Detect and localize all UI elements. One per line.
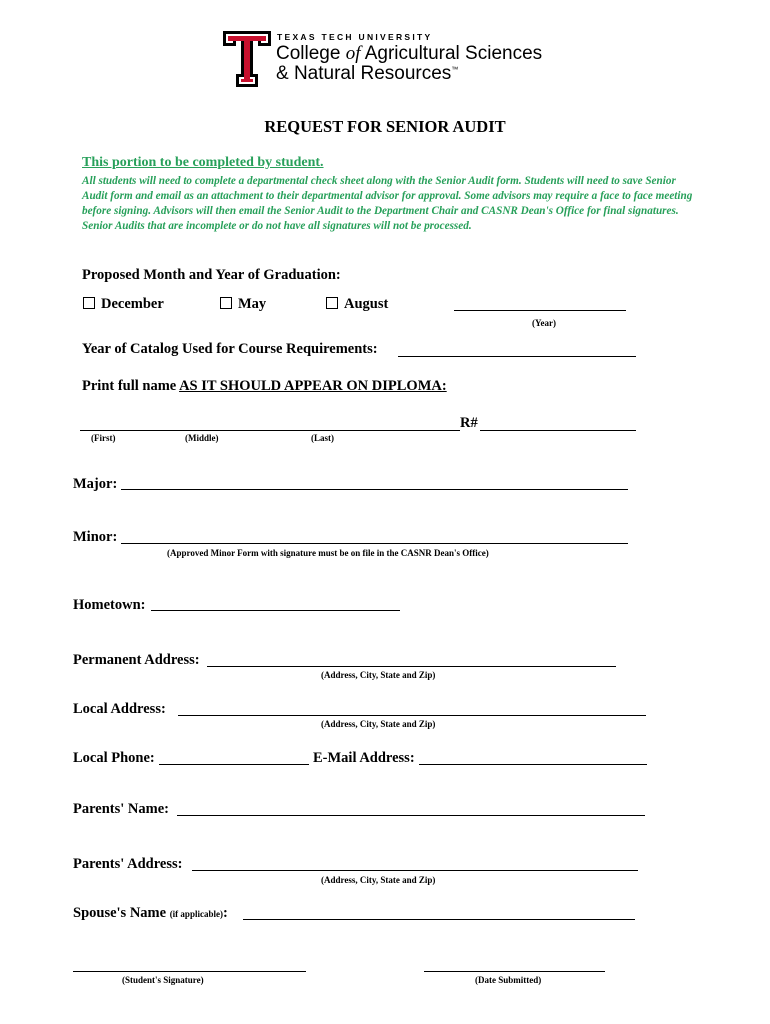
hometown-field[interactable] <box>151 610 400 611</box>
catalog-year-field[interactable] <box>398 356 636 357</box>
august-option[interactable] <box>326 296 388 313</box>
local-phone-field[interactable] <box>159 764 309 765</box>
local-address-caption: (Address, City, State and Zip) <box>321 719 436 729</box>
december-label: December <box>101 296 164 312</box>
major-field[interactable] <box>121 489 628 490</box>
local-phone-label: Local Phone: <box>73 750 155 766</box>
spouse-note: (if applicable) <box>169 909 223 919</box>
instructions-text: All students will need to complete a departmental check sheet along with the Senior Audit form. Students will need to save Senior Audit form and email as an attachment to their departmental advisor for approval. Some advisors may require a face to face meeting before signing. Advisors will then email the Senior Audit to the Department Chair and CASNR Dean's Office for final signatures. Senior Audits that are incomplete or do not have all signatures will not be processed. <box>82 175 693 232</box>
double-t-icon <box>222 30 272 88</box>
permanent-address-caption: (Address, City, State and Zip) <box>321 670 436 680</box>
college-suffix: Agricultural Sciences <box>360 43 543 64</box>
august-checkbox[interactable] <box>326 297 338 309</box>
college-prefix: College <box>276 43 346 64</box>
spouse-colon: : <box>222 905 228 921</box>
middle-name-caption: (Middle) <box>185 433 219 443</box>
parents-address-caption: (Address, City, State and Zip) <box>321 875 436 885</box>
spouse-name-field[interactable] <box>243 919 635 920</box>
full-name-label <box>82 378 447 395</box>
graduation-year-field[interactable] <box>454 310 626 311</box>
first-name-caption: (First) <box>91 433 116 443</box>
form-title: REQUEST FOR SENIOR AUDIT <box>264 117 506 136</box>
student-signature-caption: (Student's Signature) <box>122 975 204 985</box>
college-name <box>276 43 542 65</box>
full-name-field[interactable] <box>80 430 460 431</box>
catalog-label: Year of Catalog Used for Course Requirements: <box>82 341 378 357</box>
email-field[interactable] <box>419 764 647 765</box>
college-name-line2 <box>276 63 458 85</box>
local-address-field[interactable] <box>178 715 646 716</box>
university-name: TEXAS TECH UNIVERSITY <box>277 32 433 42</box>
major-label: Major: <box>73 476 118 492</box>
r-number-label: R# <box>460 415 478 431</box>
date-submitted-caption: (Date Submitted) <box>475 975 542 985</box>
may-label: May <box>238 296 267 312</box>
student-signature-field[interactable] <box>73 971 306 972</box>
may-checkbox[interactable] <box>220 297 232 309</box>
permanent-address-label: Permanent Address: <box>73 652 200 668</box>
r-number-field[interactable] <box>480 430 636 431</box>
local-address-label: Local Address: <box>73 701 166 717</box>
full-name-label-emphasis: AS IT SHOULD APPEAR ON DIPLOMA: <box>179 378 447 394</box>
hometown-label: Hometown: <box>73 597 146 613</box>
email-label: E-Mail Address: <box>313 750 415 766</box>
spouse-name-label <box>73 905 228 922</box>
university-logo <box>222 30 272 88</box>
spouse-label: Spouse's Name <box>73 905 167 921</box>
minor-field[interactable] <box>121 543 628 544</box>
parents-address-label: Parents' Address: <box>73 856 183 872</box>
permanent-address-field[interactable] <box>207 666 616 667</box>
parents-address-field[interactable] <box>192 870 638 871</box>
minor-note: (Approved Minor Form with signature must be on file in the CASNR Dean's Office) <box>167 548 489 558</box>
full-name-label-prefix: Print full name <box>82 378 180 394</box>
may-option[interactable] <box>220 296 266 313</box>
date-submitted-field[interactable] <box>424 971 605 972</box>
year-caption: (Year) <box>532 318 556 328</box>
last-name-caption: (Last) <box>311 433 334 443</box>
college-line2: & Natural Resources <box>276 63 452 84</box>
minor-label: Minor: <box>73 529 118 545</box>
december-option[interactable] <box>83 296 164 313</box>
college-of: of <box>345 43 361 64</box>
graduation-label: Proposed Month and Year of Graduation: <box>82 267 341 283</box>
parents-name-field[interactable] <box>177 815 645 816</box>
august-label: August <box>344 296 389 312</box>
december-checkbox[interactable] <box>83 297 95 309</box>
parents-name-label: Parents' Name: <box>73 801 169 817</box>
student-portion-heading: This portion to be completed by student. <box>82 155 324 170</box>
trademark: ™ <box>451 66 459 74</box>
